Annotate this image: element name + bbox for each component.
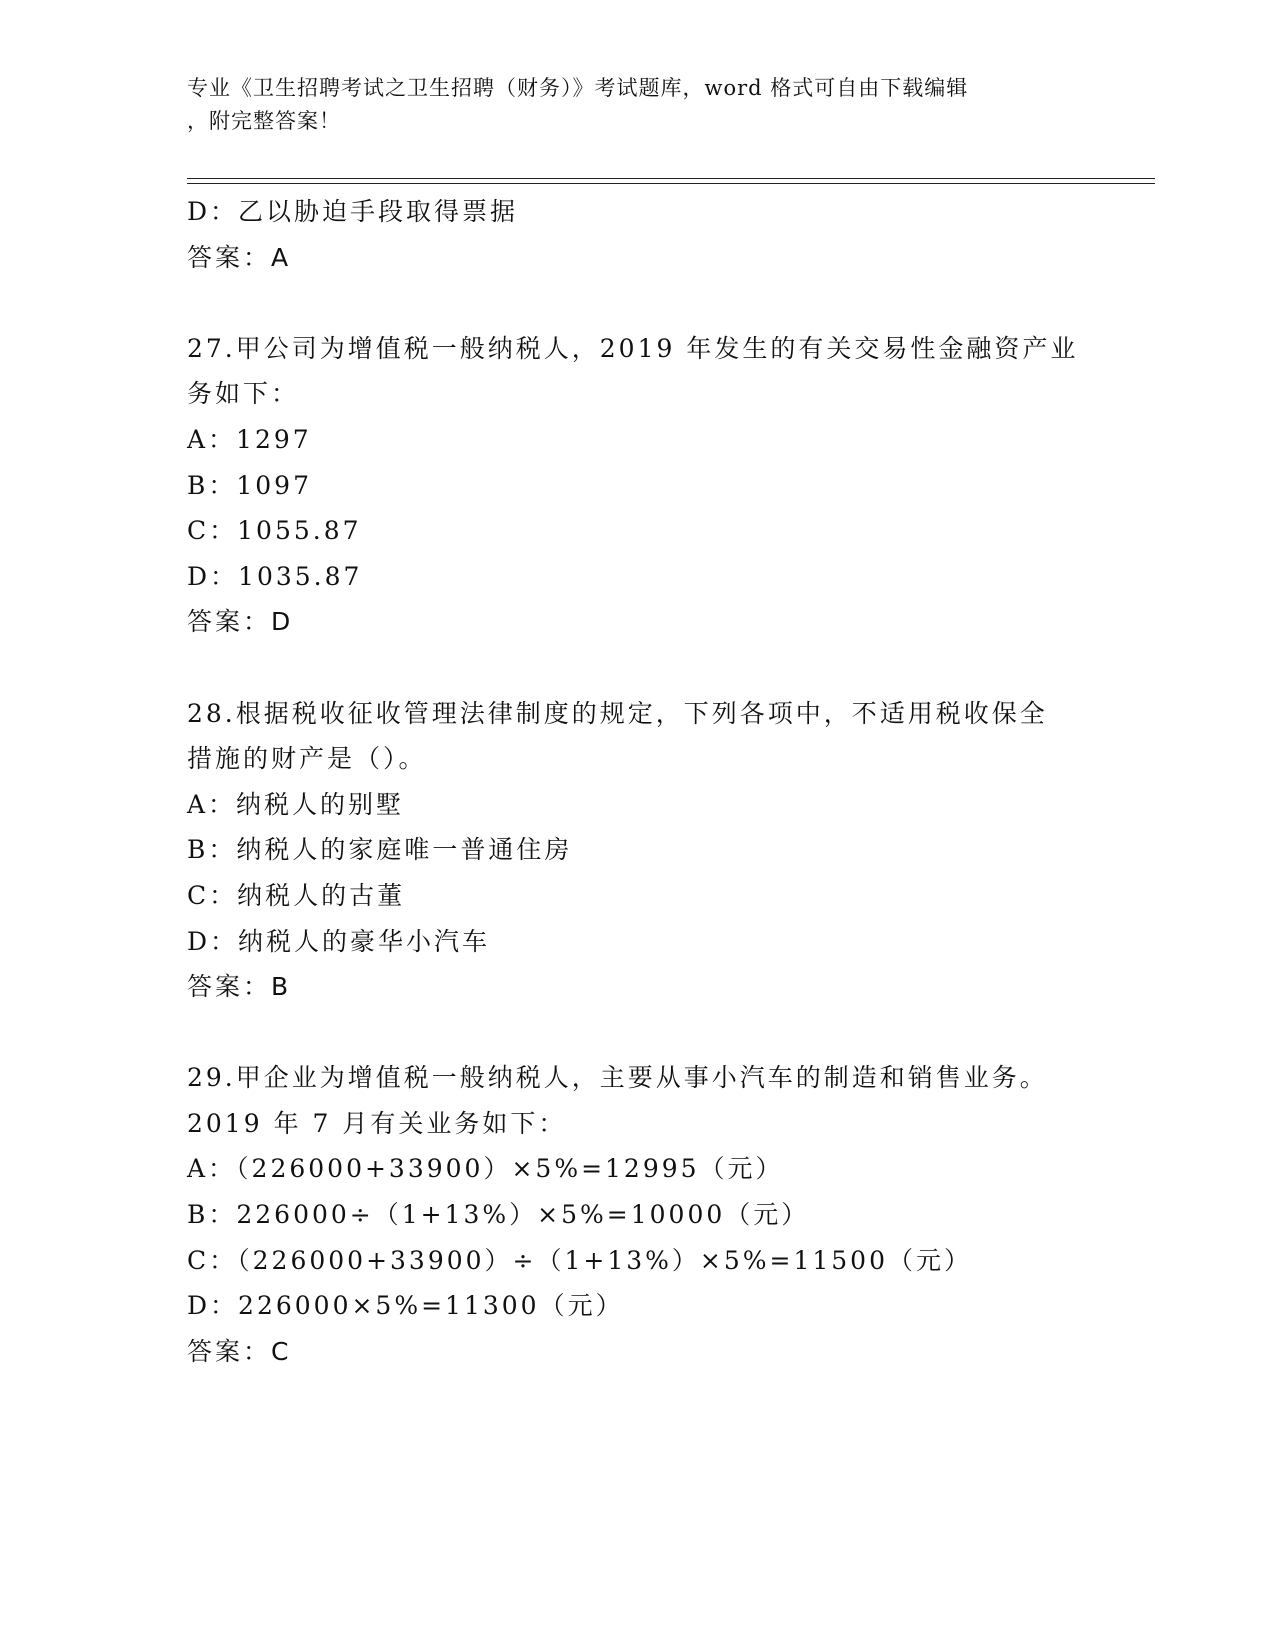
option-b: B：1097 [187, 470, 312, 500]
option-c: C：1055.87 [187, 516, 362, 546]
question-stem-line: 28.根据税收征收管理法律制度的规定，下列各项中，不适用税收保全 [187, 698, 1048, 728]
document-header [187, 72, 1067, 138]
option-d: D：纳税人的豪华小汽车 [187, 926, 491, 956]
option-b: B：纳税人的家庭唯一普通住房 [187, 835, 573, 865]
question-stem-line: 务如下： [187, 379, 300, 409]
option-b: B：226000÷（1+13%）×5%=10000（元） [187, 1200, 810, 1230]
question-29 [187, 1055, 1087, 1374]
option-c: C：纳税人的古董 [187, 880, 406, 910]
option-d: D：1035.87 [187, 561, 363, 591]
spacer [187, 1010, 1087, 1056]
header-line-2: ，附完整答案！ [187, 109, 341, 133]
answer: 答案：B [187, 972, 292, 1002]
option-c: C：（226000+33900）÷（1+13%）×5%=11500（元） [187, 1245, 972, 1275]
question-stem-line: 27.甲公司为增值税一般纳税人，2019 年发生的有关交易性金融资产业 [187, 333, 1079, 363]
option-d: D：226000×5%=11300（元） [187, 1291, 624, 1321]
header-divider-top [187, 178, 1155, 179]
answer: 答案：C [187, 1336, 292, 1366]
spacer [187, 645, 1087, 691]
header-divider-bottom [187, 183, 1155, 184]
question-28 [187, 691, 1087, 1010]
prev-question-option-d: D：乙以胁迫手段取得票据 [187, 197, 519, 226]
question-list [187, 189, 1087, 1374]
header-line-1: 专业《卫生招聘考试之卫生招聘（财务）》考试题库，word 格式可自由下载编辑 [187, 76, 969, 100]
question-stem-line: 29.甲企业为增值税一般纳税人，主要从事小汽车的制造和销售业务。 [187, 1063, 1048, 1093]
option-a: A：（226000+33900）×5%=12995（元） [187, 1154, 784, 1184]
spacer [187, 280, 1087, 326]
question-27 [187, 326, 1087, 645]
option-a: A：1297 [187, 424, 312, 454]
answer: 答案：D [187, 607, 294, 637]
prev-question-answer: 答案：A [187, 242, 292, 272]
option-a: A：纳税人的别墅 [187, 789, 405, 819]
question-stem-line: 措施的财产是（）。 [187, 744, 427, 774]
question-stem-line: 2019 年 7 月有关业务如下： [187, 1108, 567, 1138]
